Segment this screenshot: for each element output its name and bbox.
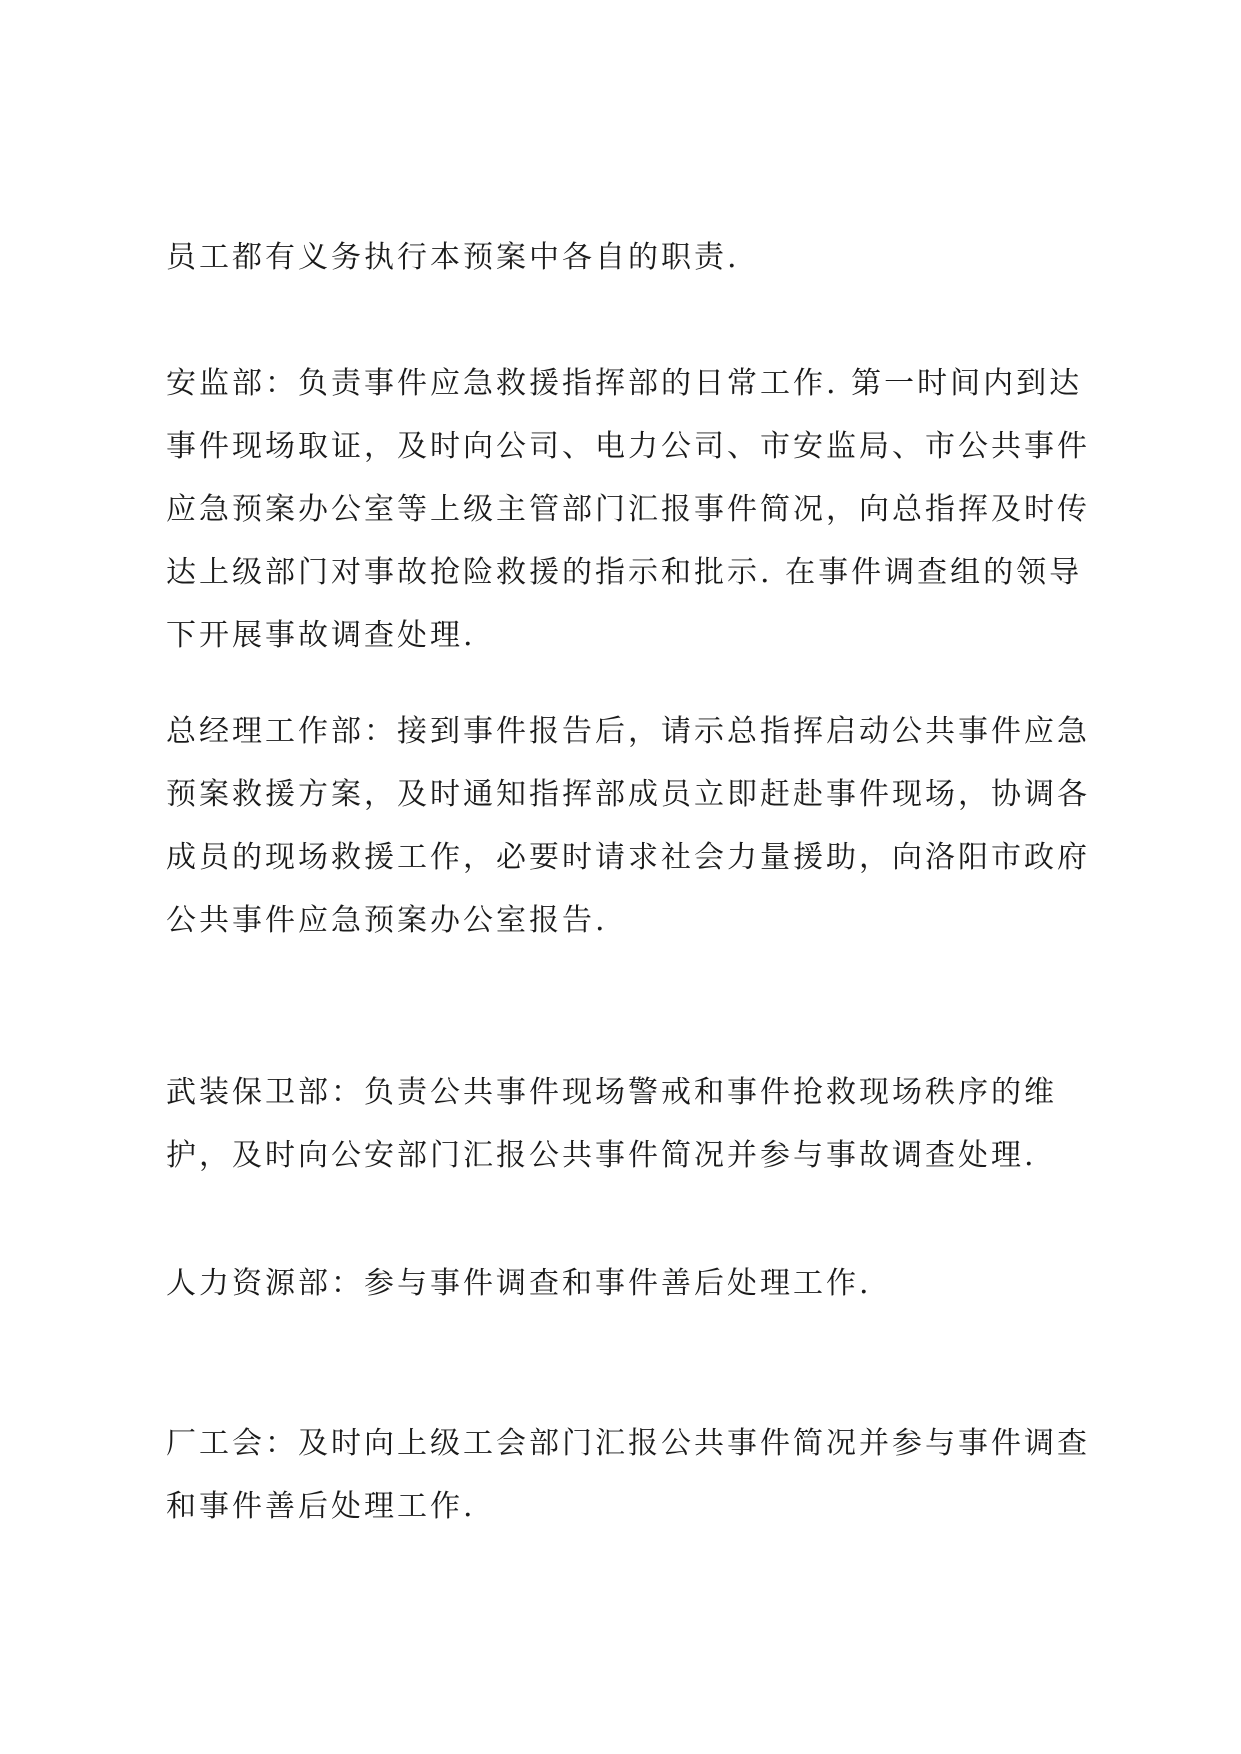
text-line: 安监部：负责事件应急救援指挥部的日常工作. 第一时间内到达	[166, 366, 1083, 401]
text-line: 达上级部门对事故抢险救援的指示和批示. 在事件调查组的领导	[166, 555, 1083, 590]
paragraph-trade-union	[166, 1412, 1106, 1538]
text-line: 人力资源部：参与事件调查和事件善后处理工作.	[166, 1266, 872, 1301]
text-line: 下开展事故调查处理.	[166, 618, 476, 653]
text-line: 公共事件应急预案办公室报告.	[166, 903, 608, 938]
paragraph-general-manager-office	[166, 700, 1106, 952]
text-line: 武装保卫部：负责公共事件现场警戒和事件抢救现场秩序的维	[166, 1075, 1057, 1110]
text-line: 应急预案办公室等上级主管部门汇报事件简况，向总指挥及时传	[166, 492, 1090, 527]
text-line: 和事件善后处理工作.	[166, 1489, 476, 1524]
text-line: 员工都有义务执行本预案中各自的职责.	[166, 240, 740, 275]
paragraph-staff-duty	[166, 226, 1106, 289]
text-line: 事件现场取证，及时向公司、电力公司、市安监局、市公共事件	[166, 429, 1090, 464]
text-line: 成员的现场救援工作，必要时请求社会力量援助，向洛阳市政府	[166, 840, 1090, 875]
text-line: 总经理工作部：接到事件报告后，请示总指挥启动公共事件应急	[166, 714, 1090, 749]
paragraph-hr-dept	[166, 1252, 1106, 1315]
text-line: 预案救援方案，及时通知指挥部成员立即赶赴事件现场，协调各	[166, 777, 1090, 812]
paragraph-safety-supervision-dept	[166, 352, 1106, 667]
text-line: 厂工会：及时向上级工会部门汇报公共事件简况并参与事件调查	[166, 1426, 1090, 1461]
text-line: 护，及时向公安部门汇报公共事件简况并参与事故调查处理.	[166, 1138, 1037, 1173]
paragraph-security-dept	[166, 1061, 1106, 1187]
